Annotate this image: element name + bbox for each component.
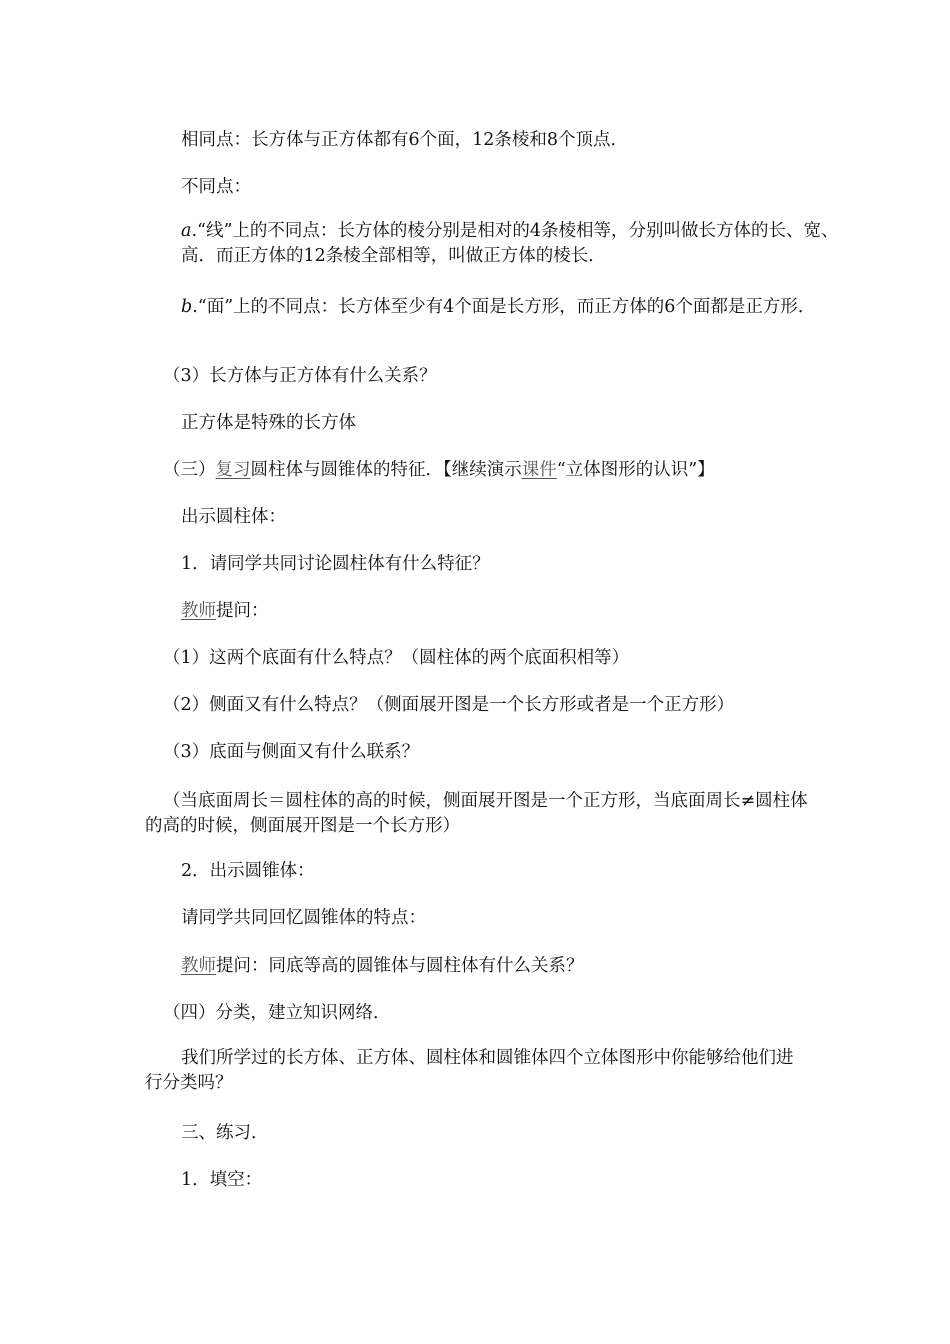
- paragraph-perimeter-explanation: （当底面周长＝圆柱体的高的时候，侧面展开图是一个正方形，当底面周长≠圆柱体的高的时候，侧面展开图是一个长方形）: [145, 791, 808, 836]
- review-middle: 圆柱体与圆锥体的特征．【继续演示: [250, 460, 522, 480]
- paragraph-question-bases: （1）这两个底面有什么特点？（圆柱体的两个底面积相等）: [163, 648, 630, 668]
- paragraph-question-relation: （3）底面与侧面又有什么联系？: [163, 742, 420, 762]
- link-teacher-2[interactable]: 教师: [181, 956, 216, 976]
- paragraph-classification-heading: （四）分类，建立知识网络．: [163, 1003, 391, 1023]
- paragraph-teacher-asks: [145, 599, 846, 623]
- link-courseware[interactable]: 课件: [521, 460, 557, 480]
- face-differences-text: .“面”上的不同点：长方体至少有4个面是长方形，而正方体的6个面都是正方形．: [192, 297, 816, 317]
- paragraph-teacher-cone-question: [145, 954, 846, 978]
- teacher-cone-question-text: 提问：同底等高的圆锥体与圆柱体有什么关系？: [216, 956, 584, 976]
- paragraph-show-cylinder: 出示圆柱体：: [181, 507, 286, 527]
- review-prefix: （三）: [163, 460, 216, 480]
- letter-a: a: [181, 221, 192, 241]
- paragraph-classification-question: 我们所学过的长方体、正方体、圆柱体和圆锥体四个立体图形中你能够给他们进行分类吗？: [145, 1048, 794, 1093]
- paragraph-practice-heading: 三、练习．: [181, 1123, 269, 1143]
- paragraph-cone-recall: 请同学共同回忆圆锥体的特点：: [181, 908, 426, 928]
- paragraph-question-side: （2）侧面又有什么特点？（侧面展开图是一个长方形或者是一个正方形）: [163, 695, 735, 715]
- paragraph-review-heading: [145, 458, 828, 482]
- paragraph-relation-question: （3）长方体与正方体有什么关系？: [163, 366, 437, 386]
- line-differences-text: .“线”上的不同点：长方体的棱分别是相对的4条棱相等，分别叫做长方体的长、宽、高．而正方体的12条棱全部相等，叫做正方体的棱长．: [181, 221, 839, 266]
- paragraph-line-differences: [145, 219, 846, 269]
- paragraph-cube-special: 正方体是特殊的长方体: [181, 413, 356, 433]
- review-suffix: “立体图形的认识”】: [556, 460, 715, 480]
- paragraph-face-differences: [145, 295, 846, 320]
- link-review[interactable]: 复习: [215, 460, 251, 480]
- paragraph-differences-heading: 不同点：: [181, 177, 251, 197]
- letter-b: b: [181, 297, 193, 317]
- paragraph-cylinder-discussion: 1．请同学共同讨论圆柱体有什么特征？: [181, 554, 490, 574]
- paragraph-fill-blank: 1．填空：: [181, 1170, 263, 1190]
- paragraph-similarities: 相同点：长方体与正方体都有6个面，12条棱和8个顶点．: [181, 130, 629, 150]
- teacher-asks-text: 提问：: [216, 601, 269, 621]
- paragraph-show-cone: 2．出示圆锥体：: [181, 861, 315, 881]
- link-teacher[interactable]: 教师: [181, 601, 216, 621]
